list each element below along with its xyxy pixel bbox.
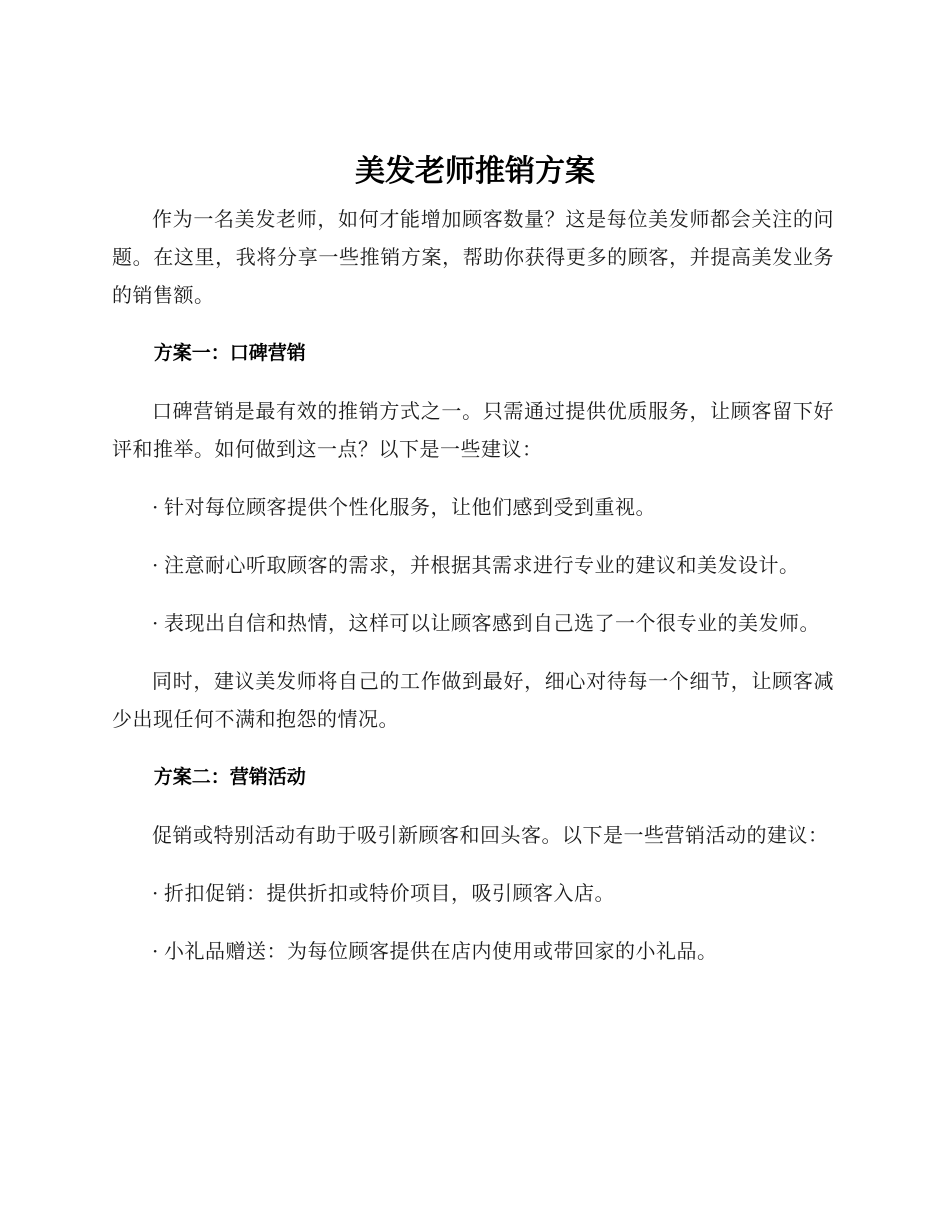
bullet-dot: · (152, 553, 159, 577)
bullet-text: 折扣促销：提供折扣或特价项目，吸引顾客入店。 (164, 881, 615, 905)
bullet-text: 表现出自信和热情，这样可以让顾客感到自己选了一个很专业的美发师。 (164, 611, 820, 635)
section2-bullet-1 (112, 874, 834, 912)
bullet-text: 注意耐心听取顾客的需求，并根据其需求进行专业的建议和美发设计。 (164, 553, 800, 577)
document-title: 美发老师推销方案 (355, 154, 595, 189)
section2-body: 促销或特别活动有助于吸引新顾客和回头客。以下是一些营销活动的建议： (152, 823, 829, 847)
section1-bullet-1 (112, 488, 834, 526)
section2-heading: 方案二：营销活动 (153, 766, 306, 788)
section1-bullet-2 (112, 546, 834, 584)
document-body (112, 200, 834, 970)
intro-paragraph: 作为一名美发老师，如何才能增加顾客数量？这是每位美发师都会关注的问题。在这里，我将分享一些推销方案，帮助你获得更多的顾客，并提高美发业务的销售额。 (112, 207, 834, 307)
bullet-dot: · (152, 611, 159, 635)
section1-bullet-3 (112, 604, 834, 642)
section2-bullet-2 (112, 932, 834, 970)
bullet-dot: · (152, 939, 159, 963)
bullet-dot: · (152, 881, 159, 905)
section1-heading: 方案一：口碑营销 (153, 342, 306, 364)
bullet-text: 针对每位顾客提供个性化服务，让他们感到受到重视。 (164, 495, 656, 519)
bullet-dot: · (152, 495, 159, 519)
section1-body: 口碑营销是最有效的推销方式之一。只需通过提供优质服务，让顾客留下好评和推举。如何做到这一点？以下是一些建议： (112, 399, 834, 461)
section1-closing: 同时，建议美发师将自己的工作做到最好，细心对待每一个细节，让顾客减少出现任何不满和抱怨的情况。 (112, 669, 834, 731)
bullet-text: 小礼品赠送：为每位顾客提供在店内使用或带回家的小礼品。 (164, 939, 718, 963)
